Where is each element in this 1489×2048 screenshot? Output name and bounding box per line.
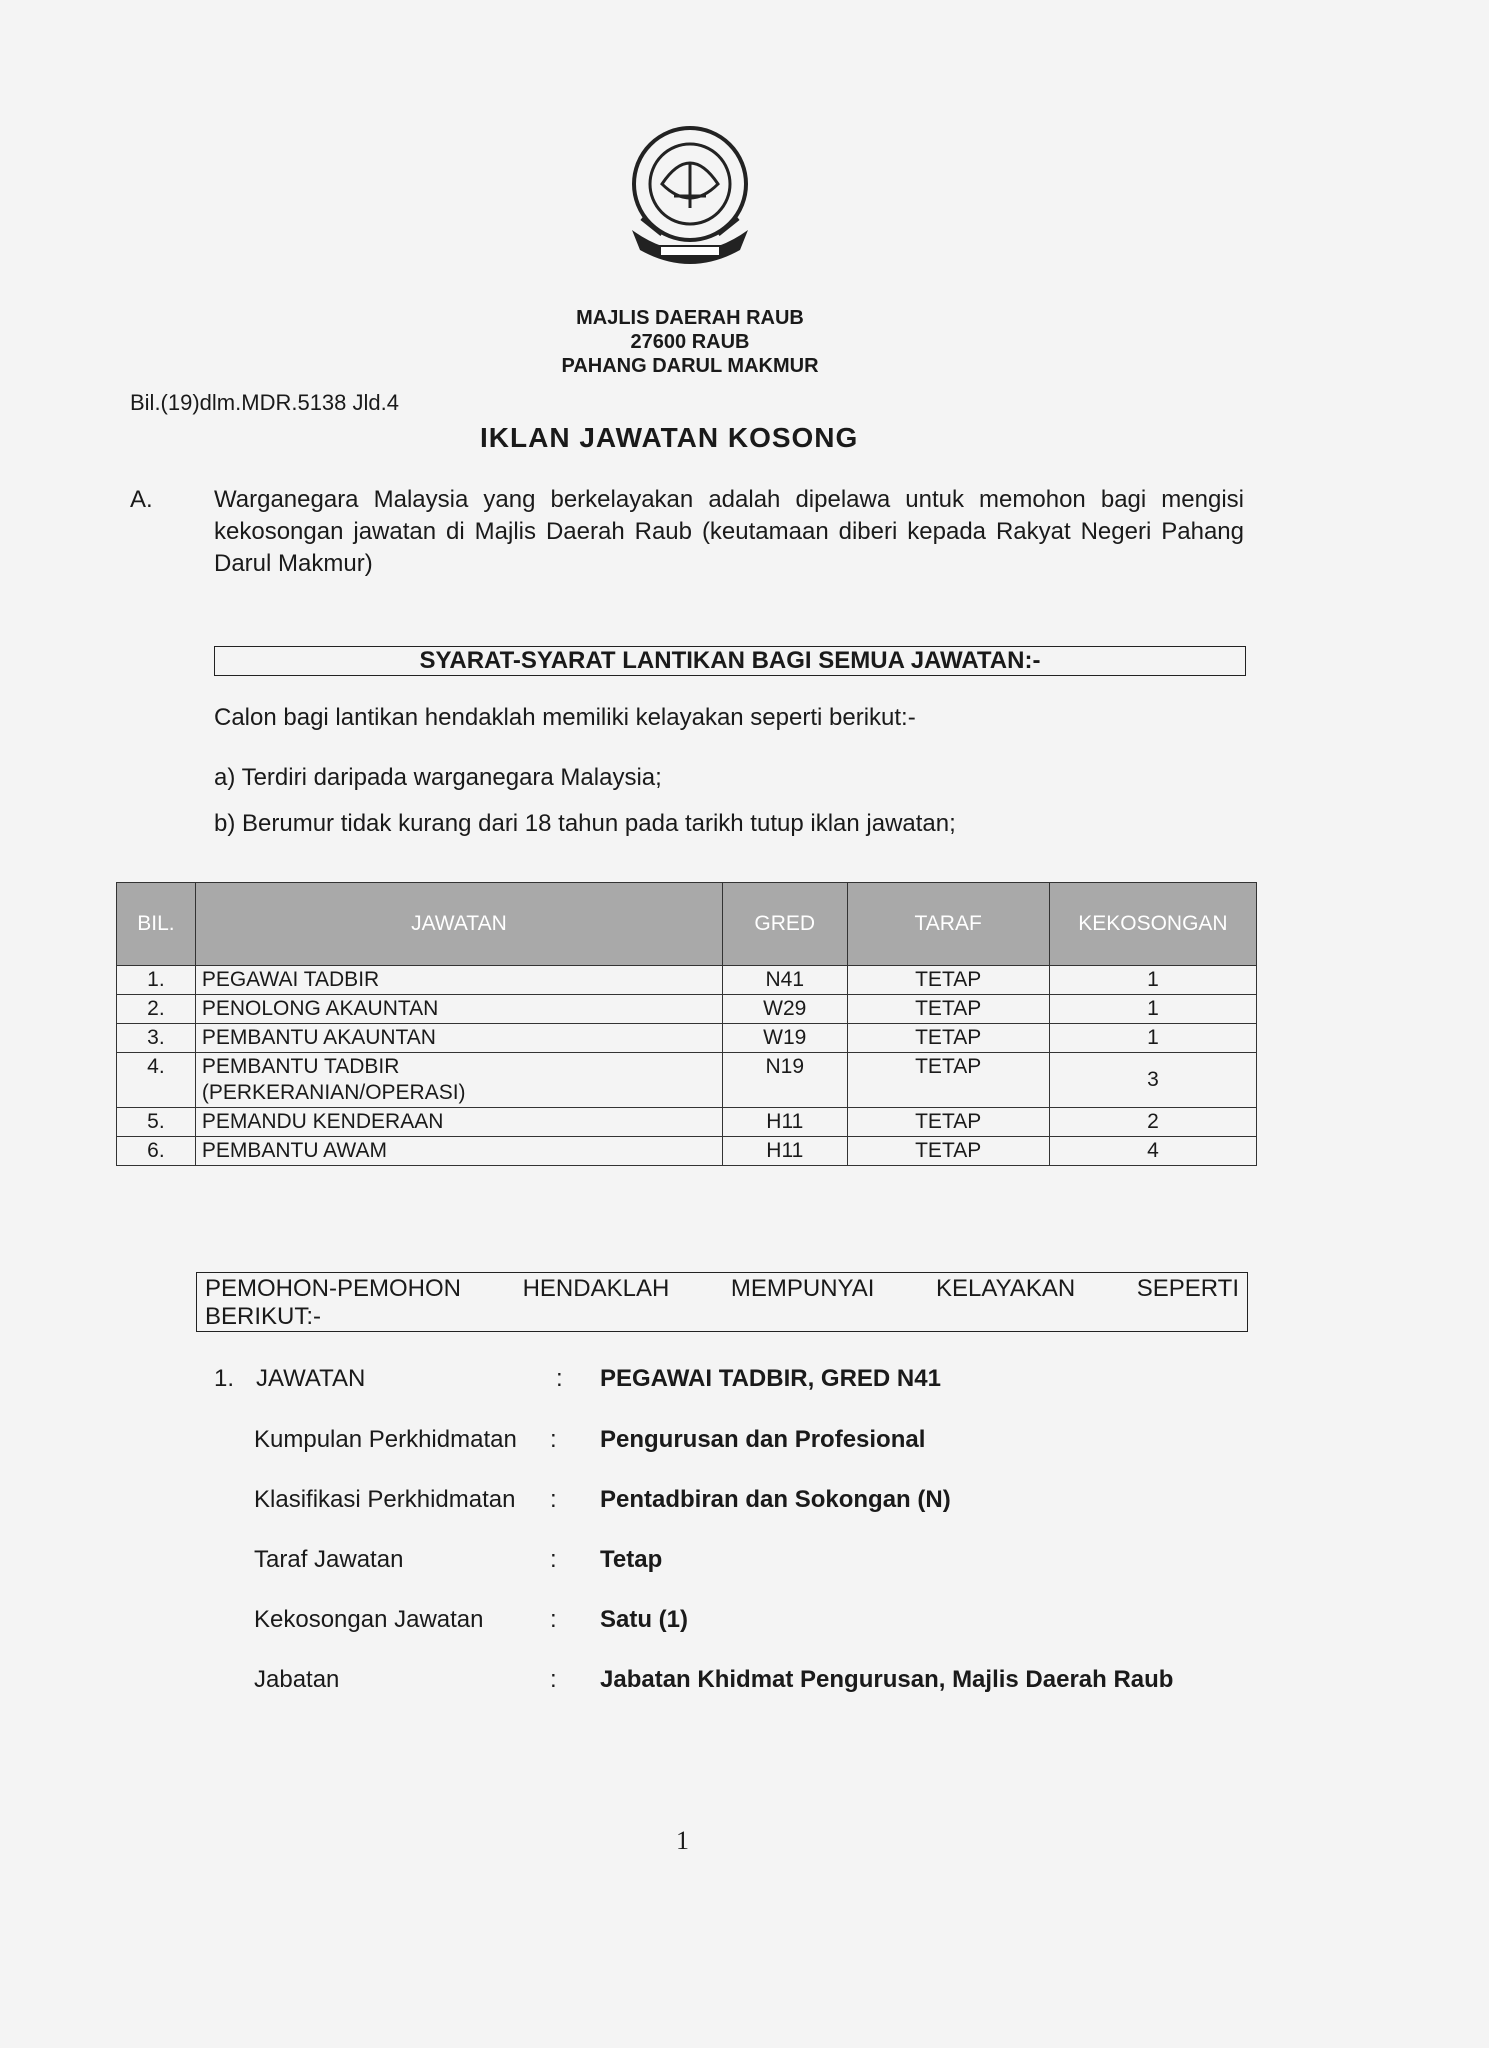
cell-kekosongan: 1 [1049, 1024, 1256, 1053]
requirements-heading: SYARAT-SYARAT LANTIKAN BAGI SEMUA JAWATAN:- [214, 646, 1246, 676]
field-label: Kumpulan Perkhidmatan [254, 1426, 517, 1453]
org-postcode: 27600 RAUB [630, 331, 750, 353]
field-value: Jabatan Khidmat Pengurusan, Majlis Daerah Raub [600, 1666, 1174, 1693]
cell-jawatan [195, 1053, 722, 1108]
cell-gred: W29 [723, 995, 848, 1024]
cell-taraf: TETAP [847, 1024, 1049, 1053]
cell-gred: N41 [723, 966, 848, 995]
cell-gred: H11 [723, 1108, 848, 1137]
cell-jawatan: PEMBANTU AWAM [195, 1137, 722, 1166]
field-value: Satu (1) [600, 1606, 689, 1633]
cell-jawatan: PENOLONG AKAUNTAN [195, 995, 722, 1024]
table-header-row [117, 883, 1257, 966]
heading-word: KELAYAKAN [936, 1275, 1076, 1302]
cell-jawatan: PEMANDU KENDERAAN [195, 1108, 722, 1137]
reference-number: Bil.(19)dlm.MDR.5138 Jld.4 [130, 390, 399, 415]
cell-jawatan: PEGAWAI TADBIR [195, 966, 722, 995]
table-row [117, 1024, 1257, 1053]
cell-taraf: TETAP [847, 966, 1049, 995]
requirements-intro: Calon bagi lantikan hendaklah memiliki kelayakan seperti berikut:- [214, 704, 916, 731]
column-header-taraf: TARAF [847, 883, 1049, 966]
requirement-item: a) Terdiri daripada warganegara Malaysia; [214, 764, 662, 791]
cell-gred: W19 [723, 1024, 848, 1053]
cell-kekosongan: 3 [1049, 1053, 1256, 1108]
cell-jawatan-line1: PEMBANTU TADBIR [201, 1055, 400, 1078]
cell-jawatan-line2: (PERKERANIAN/OPERASI) [201, 1081, 466, 1104]
field-value: Pentadbiran dan Sokongan (N) [600, 1486, 951, 1513]
heading-word: HENDAKLAH [522, 1275, 670, 1302]
position-value: PEGAWAI TADBIR, GRED N41 [600, 1365, 941, 1392]
majlis-daerah-raub-crest-icon [622, 122, 758, 278]
position-number: 1. [214, 1365, 235, 1392]
cell-jawatan: PEMBANTU AKAUNTAN [195, 1024, 722, 1053]
qualifications-heading-line1 [205, 1275, 1239, 1303]
heading-word: SEPERTI [1136, 1275, 1239, 1302]
field-colon: : [550, 1426, 557, 1453]
qualifications-heading-line2: BERIKUT:- [205, 1303, 322, 1330]
field-label: Jabatan [254, 1666, 340, 1693]
cell-bil: 2. [117, 995, 196, 1024]
cell-bil: 6. [117, 1137, 196, 1166]
cell-taraf: TETAP [847, 995, 1049, 1024]
cell-kekosongan: 1 [1049, 995, 1256, 1024]
cell-gred: N19 [723, 1053, 848, 1108]
column-header-bil: BIL. [117, 883, 196, 966]
column-header-gred: GRED [723, 883, 848, 966]
field-label: Klasifikasi Perkhidmatan [254, 1486, 516, 1513]
table-row [117, 1108, 1257, 1137]
org-name: MAJLIS DAERAH RAUB [576, 307, 804, 329]
field-colon: : [550, 1666, 557, 1693]
cell-taraf: TETAP [847, 1053, 1049, 1108]
page-title: IKLAN JAWATAN KOSONG [480, 422, 859, 453]
position-label: JAWATAN [256, 1365, 366, 1392]
field-colon: : [550, 1606, 557, 1633]
cell-kekosongan: 1 [1049, 966, 1256, 995]
table-row [117, 995, 1257, 1024]
table-row [117, 966, 1257, 995]
requirement-item: b) Berumur tidak kurang dari 18 tahun pada tarikh tutup iklan jawatan; [214, 810, 956, 837]
section-a-text: Warganegara Malaysia yang berkelayakan adalah dipelawa untuk memohon bagi mengisi kekosongan jawatan di Majlis Daerah Raub (keutamaan diberi kepada Rakyat Negeri Pahang Darul Makmur) [214, 486, 1244, 577]
cell-kekosongan: 4 [1049, 1137, 1256, 1166]
cell-kekosongan: 2 [1049, 1108, 1256, 1137]
field-value: Pengurusan dan Profesional [600, 1426, 926, 1453]
column-header-jawatan: JAWATAN [195, 883, 722, 966]
field-colon: : [550, 1546, 557, 1573]
cell-bil: 5. [117, 1108, 196, 1137]
heading-word: MEMPUNYAI [730, 1275, 875, 1302]
field-label: Kekosongan Jawatan [254, 1606, 484, 1633]
section-a-label: A. [130, 486, 153, 513]
field-value: Tetap [600, 1546, 663, 1573]
table-row [117, 1137, 1257, 1166]
cell-taraf: TETAP [847, 1108, 1049, 1137]
column-header-kekosongan: KEKOSONGAN [1049, 883, 1256, 966]
cell-bil: 3. [117, 1024, 196, 1053]
heading-word: PEMOHON-PEMOHON [205, 1275, 462, 1302]
cell-gred: H11 [723, 1137, 848, 1166]
table-row [117, 1053, 1257, 1108]
vacancy-table [116, 882, 1257, 1166]
cell-taraf: TETAP [847, 1137, 1049, 1166]
cell-bil: 4. [117, 1053, 196, 1108]
field-label: Taraf Jawatan [254, 1546, 404, 1573]
org-state: PAHANG DARUL MAKMUR [561, 355, 819, 377]
position-colon: : [556, 1365, 563, 1392]
cell-bil: 1. [117, 966, 196, 995]
field-colon: : [550, 1486, 557, 1513]
qualifications-heading [196, 1272, 1248, 1332]
organization-address [500, 306, 880, 378]
page-number: 1 [676, 1826, 689, 1855]
